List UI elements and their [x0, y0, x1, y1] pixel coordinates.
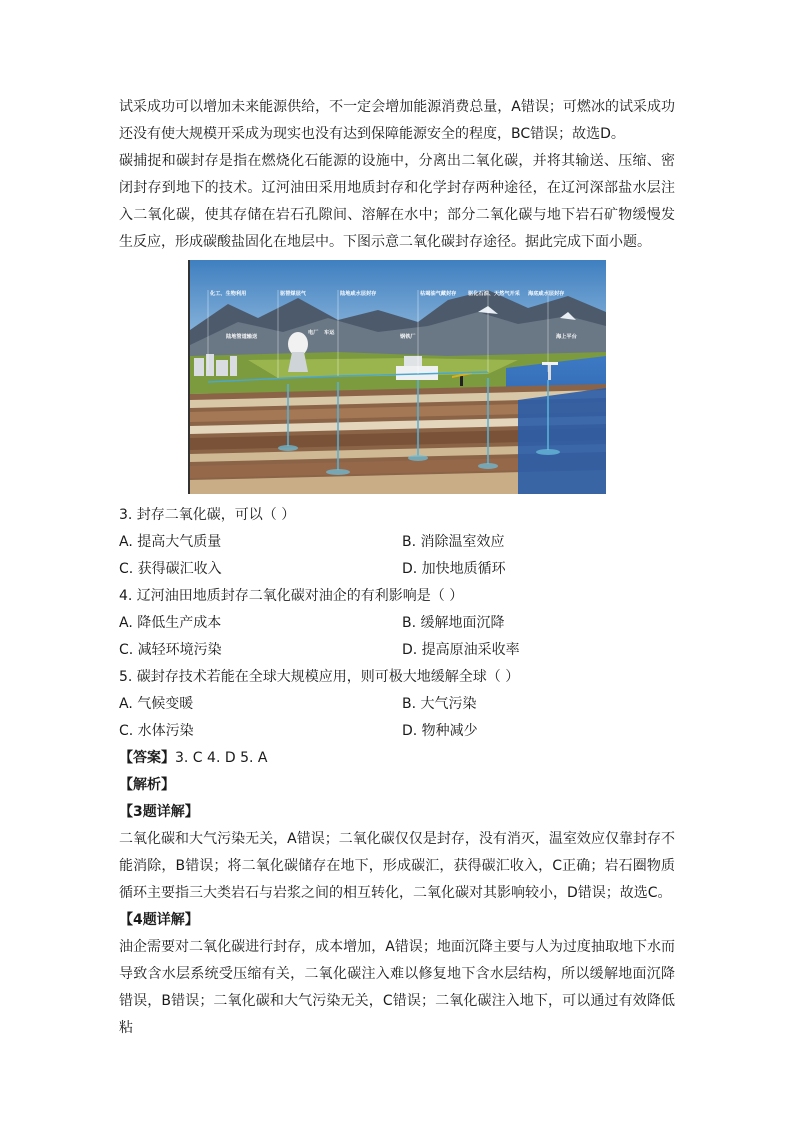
q4-option-a: A. 降低生产成本: [119, 615, 222, 631]
label-depleted-oil-gas: 枯竭油气藏封存: [420, 291, 457, 297]
q5-option-a: A. 气候变暖: [119, 696, 194, 712]
detail-4-text: 油企需要对二氧化碳进行封存，成本增加，A错误；地面沉降主要与人为过度抽取地下水而导致含水层系统受压缩有关，二氧化碳注入难以修复地下含水层结构，所以缓解地面沉降错误，B错误；二氧化碳和大气污染无关，C错误；二氧化碳注入地下，可以通过有效降低粘: [119, 939, 675, 1036]
detail-3-text: 二氧化碳和大气污染无关，A错误；二氧化碳仅仅是封存，没有消灭，温室效应仅靠封存不能消除，B错误；将二氧化碳储存在地下，形成碳汇，获得碳汇收入，C正确；岩石圈物质循环主要指三大类岩石与岩浆之间的相互转化，二氧化碳对其影响较小，D错误；故选C。: [119, 831, 675, 901]
answer-line: [119, 745, 267, 772]
question-3-stem: 3. 封存二氧化碳，可以（ ）: [119, 507, 296, 523]
detail-3-label: 【3题详解】: [119, 804, 199, 820]
question-5-stem: 5. 碳封存技术若能在全球大规模应用，则可极大地缓解全球（ ）: [119, 669, 520, 685]
label-saline-aquifer: 陆地咸水层封存: [340, 291, 377, 297]
q5-option-b: B. 大气污染: [402, 696, 477, 712]
label-steel-plant: 钢铁厂: [400, 334, 416, 340]
analysis-label: 【解析】: [119, 777, 175, 793]
q3-option-a: A. 提高大气质量: [119, 534, 222, 550]
label-transport: 车运: [324, 330, 335, 336]
q5-option-d: D. 物种减少: [402, 723, 478, 739]
label-pipeline: 陆地管道输送: [226, 334, 258, 340]
q4-option-c: C. 减轻环境污染: [119, 642, 222, 658]
label-depleted-gas: 驱替煤层气: [280, 291, 306, 297]
answer-label: 【答案】: [119, 750, 175, 766]
intro-paragraph: 试采成功可以增加未来能源供给，不一定会增加能源消费总量，A错误；可燃冰的试采成功还没有使大规模开采成为现实也没有达到保障能源安全的程度，BC错误；故选D。: [119, 99, 675, 142]
co2-storage-figure: [188, 260, 606, 494]
label-eor: 驱化石油、天然气开采: [468, 291, 520, 297]
label-sea-saline: 海底咸水层封存: [528, 291, 565, 297]
label-offshore-platform: 海上平台: [556, 334, 577, 340]
detail-4-label: 【4题详解】: [119, 912, 199, 928]
q4-option-b: B. 缓解地面沉降: [402, 615, 505, 631]
q4-option-d: D. 提高原油采收率: [402, 642, 520, 658]
label-power-plant: 电厂: [308, 330, 319, 336]
q3-option-b: B. 消除温室效应: [402, 534, 505, 550]
q3-option-d: D. 加快地质循环: [402, 561, 506, 577]
q5-option-c: C. 水体污染: [119, 723, 194, 739]
question-4-stem: 4. 辽河油田地质封存二氧化碳对油企的有利影响是（ ）: [119, 588, 464, 604]
answers: 3. C 4. D 5. A: [175, 750, 268, 766]
label-chem-bio: 化工、生物利用: [210, 291, 247, 297]
co2-storage-diagram: [188, 260, 606, 494]
q3-option-c: C. 获得碳汇收入: [119, 561, 222, 577]
context-paragraph: 碳捕捉和碳封存是指在燃烧化石能源的设施中，分离出二氧化碳，并将其输送、压缩、密闭封存到地下的技术。辽河油田采用地质封存和化学封存两种途径，在辽河深部盐水层注入二氧化碳，使其存储在岩石孔隙间、溶解在水中；部分二氧化碳与地下岩石矿物缓慢发生反应，形成碳酸盐固化在地层中。下图示意二氧化碳封存途径。据此完成下面小题。: [119, 153, 675, 250]
